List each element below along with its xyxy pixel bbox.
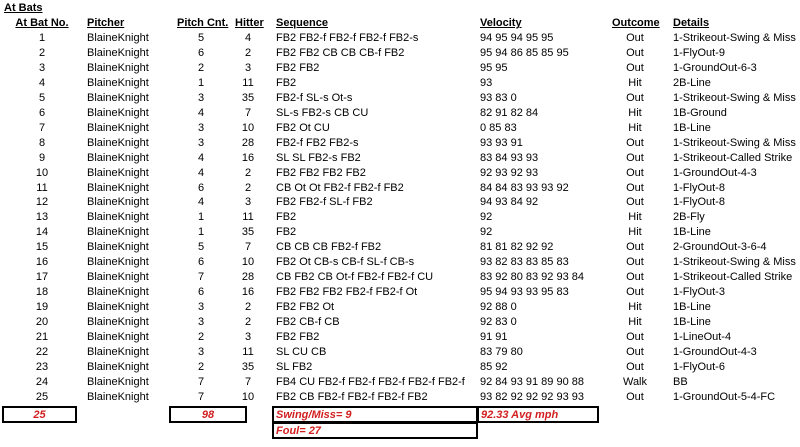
table-row <box>0 330 800 344</box>
cell-details: 1B-Line <box>673 121 711 134</box>
cell-outcome: Out <box>626 345 644 358</box>
cell-velocity: 93 83 0 <box>480 91 517 104</box>
cell-velocity: 93 93 91 <box>480 136 523 149</box>
cell-pitch-cnt: 6 <box>197 181 205 194</box>
cell-outcome: Out <box>626 196 644 209</box>
cell-hitter: 7 <box>244 375 252 388</box>
cell-velocity: 83 79 80 <box>480 345 523 358</box>
cell-details: 1-Strikeout-Called Strike <box>673 151 793 164</box>
cell-velocity: 94 95 94 95 95 <box>480 32 554 44</box>
cell-velocity: 92 <box>480 211 493 224</box>
cell-sequence: FB2 FB2-f SL-f FB2 <box>276 196 373 209</box>
cell-pitcher: BlaineKnight <box>87 151 149 164</box>
cell-at-bat-no: 9 <box>38 151 46 164</box>
cell-details: 2B-Fly <box>673 211 705 224</box>
cell-sequence: FB4 CU FB2-f FB2-f FB2-f FB2-f FB2-f <box>276 375 465 388</box>
cell-pitcher: BlaineKnight <box>87 271 149 284</box>
header-hitter: Hitter <box>235 17 264 29</box>
total-at-bats: 25 <box>33 409 46 421</box>
cell-details: 1-GroundOut-6-3 <box>673 61 757 74</box>
cell-sequence: FB2 <box>276 76 297 89</box>
cell-sequence: SL FB2 <box>276 360 313 373</box>
cell-sequence: FB2 FB2 CB CB CB-f FB2 <box>276 46 405 59</box>
table-row <box>0 136 800 150</box>
cell-pitch-cnt: 2 <box>197 61 205 74</box>
table-row <box>0 76 800 90</box>
cell-velocity: 85 92 <box>480 360 508 373</box>
cell-pitch-cnt: 5 <box>197 32 205 44</box>
cell-pitcher: BlaineKnight <box>87 256 149 269</box>
cell-sequence: FB2 FB2 Ot <box>276 301 335 314</box>
cell-details: 1-Strikeout-Swing & Miss <box>673 32 796 44</box>
cell-outcome: Out <box>626 331 644 343</box>
cell-velocity: 83 84 93 93 <box>480 151 539 164</box>
cell-velocity: 81 81 82 92 92 <box>480 241 554 254</box>
cell-at-bat-no: 10 <box>35 166 49 179</box>
cell-at-bat-no: 2 <box>38 46 46 59</box>
cell-details: 1-FlyOut-8 <box>673 181 725 194</box>
cell-outcome: Hit <box>628 301 642 314</box>
cell-at-bat-no: 23 <box>35 360 49 373</box>
swing-miss-total: Swing/Miss= 9 <box>276 409 352 421</box>
table-row <box>0 166 800 180</box>
cell-sequence: FB2 Ot CB-s CB-f SL-f CB-s <box>276 256 415 269</box>
cell-pitcher: BlaineKnight <box>87 331 149 343</box>
table-row <box>0 300 800 314</box>
cell-at-bat-no: 12 <box>35 196 49 209</box>
table-row <box>0 181 800 195</box>
cell-velocity: 83 92 80 83 92 93 84 <box>480 271 584 284</box>
cell-hitter: 35 <box>241 91 255 104</box>
cell-pitch-cnt: 5 <box>197 241 205 254</box>
cell-pitch-cnt: 1 <box>197 76 205 89</box>
cell-sequence: FB2 FB2 <box>276 331 320 343</box>
cell-hitter: 11 <box>242 345 254 358</box>
cell-details: 1B-Ground <box>673 106 727 119</box>
cell-sequence: FB2 <box>276 211 297 224</box>
cell-pitch-cnt: 4 <box>197 106 205 119</box>
cell-pitcher: BlaineKnight <box>87 196 149 209</box>
cell-details: 1-Strikeout-Swing & Miss <box>673 136 796 149</box>
cell-hitter: 11 <box>242 211 254 224</box>
cell-hitter: 10 <box>241 256 255 269</box>
header-at-bat-no: At Bat No. <box>15 17 69 29</box>
cell-pitcher: BlaineKnight <box>87 241 149 254</box>
cell-hitter: 3 <box>244 61 252 74</box>
cell-outcome: Out <box>626 46 644 59</box>
cell-velocity: 84 84 83 93 93 92 <box>480 181 569 194</box>
table-row <box>0 106 800 120</box>
cell-details: 1-Strikeout-Swing & Miss <box>673 256 796 269</box>
table-row <box>0 285 800 299</box>
cell-velocity: 92 93 92 93 <box>480 166 539 179</box>
header-pitcher: Pitcher <box>87 17 125 29</box>
cell-pitcher: BlaineKnight <box>87 286 149 299</box>
cell-hitter: 4 <box>244 32 252 44</box>
cell-pitch-cnt: 7 <box>197 390 205 403</box>
cell-at-bat-no: 3 <box>38 61 46 74</box>
cell-sequence: CB CB CB FB2-f FB2 <box>276 241 382 254</box>
cell-hitter: 16 <box>241 286 255 299</box>
cell-velocity: 95 94 86 85 85 95 <box>480 46 569 59</box>
cell-hitter: 2 <box>244 301 252 314</box>
cell-at-bat-no: 6 <box>38 106 46 119</box>
cell-pitcher: BlaineKnight <box>87 301 149 314</box>
cell-details: 1B-Line <box>673 301 711 314</box>
cell-hitter: 2 <box>244 181 252 194</box>
header-pitch-cnt: Pitch Cnt. <box>177 17 229 29</box>
cell-details: 1-FlyOut-3 <box>673 286 725 299</box>
cell-hitter: 28 <box>241 271 255 284</box>
cell-details: BB <box>673 375 688 388</box>
cell-hitter: 10 <box>241 121 255 134</box>
table-row <box>0 225 800 239</box>
cell-velocity: 92 88 0 <box>480 301 517 314</box>
cell-hitter: 35 <box>241 226 255 239</box>
cell-outcome: Hit <box>628 226 642 239</box>
cell-sequence: SL-s FB2-s CB CU <box>276 106 369 119</box>
cell-details: 1-LineOut-4 <box>673 331 732 343</box>
cell-velocity: 92 84 93 91 89 90 88 <box>480 375 584 388</box>
cell-outcome: Hit <box>628 211 642 224</box>
cell-at-bat-no: 16 <box>35 256 49 269</box>
header-velocity: Velocity <box>480 17 522 29</box>
cell-pitch-cnt: 4 <box>197 196 205 209</box>
cell-pitch-cnt: 7 <box>197 271 205 284</box>
cell-at-bat-no: 24 <box>35 375 49 388</box>
cell-at-bat-no: 5 <box>38 91 46 104</box>
cell-at-bat-no: 14 <box>35 226 49 239</box>
table-row <box>0 315 800 329</box>
cell-pitch-cnt: 3 <box>197 136 205 149</box>
sheet-title: At Bats <box>4 2 43 14</box>
cell-pitch-cnt: 6 <box>197 286 205 299</box>
cell-pitch-cnt: 7 <box>197 375 205 388</box>
cell-outcome: Out <box>626 256 644 269</box>
cell-details: 1B-Line <box>673 316 711 329</box>
cell-at-bat-no: 11 <box>36 181 48 194</box>
cell-details: 2-GroundOut-3-6-4 <box>673 241 767 254</box>
cell-hitter: 3 <box>244 196 252 209</box>
cell-pitch-cnt: 2 <box>197 331 205 343</box>
cell-details: 1-GroundOut-4-3 <box>673 345 757 358</box>
cell-hitter: 10 <box>241 390 255 403</box>
cell-sequence: FB2 CB-f CB <box>276 316 340 329</box>
cell-pitch-cnt: 3 <box>197 121 205 134</box>
cell-details: 1-Strikeout-Called Strike <box>673 271 793 284</box>
cell-outcome: Hit <box>628 106 642 119</box>
cell-pitch-cnt: 1 <box>197 226 205 239</box>
cell-outcome: Out <box>626 151 644 164</box>
cell-velocity: 93 <box>480 76 493 89</box>
cell-outcome: Out <box>626 136 644 149</box>
cell-sequence: FB2 Ot CU <box>276 121 330 134</box>
header-sequence: Sequence <box>276 17 328 29</box>
cell-outcome: Hit <box>628 316 642 329</box>
cell-hitter: 2 <box>244 316 252 329</box>
cell-pitcher: BlaineKnight <box>87 316 149 329</box>
table-row <box>0 345 800 359</box>
cell-at-bat-no: 4 <box>38 76 46 89</box>
total-pitch-count: 98 <box>201 409 215 421</box>
cell-pitcher: BlaineKnight <box>87 166 149 179</box>
cell-sequence: FB2 FB2-f FB2-f FB2-f FB2-s <box>276 32 419 44</box>
table-row <box>0 255 800 269</box>
cell-at-bat-no: 18 <box>35 286 49 299</box>
cell-outcome: Out <box>626 32 644 44</box>
table-row <box>0 91 800 105</box>
cell-pitcher: BlaineKnight <box>87 226 149 239</box>
cell-outcome: Out <box>626 271 644 284</box>
cell-outcome: Out <box>626 91 644 104</box>
cell-hitter: 7 <box>244 241 252 254</box>
cell-sequence: CB FB2 CB Ot-f FB2-f FB2-f CU <box>276 271 434 284</box>
cell-outcome: Hit <box>628 121 642 134</box>
cell-pitch-cnt: 6 <box>197 256 205 269</box>
cell-at-bat-no: 7 <box>38 121 46 134</box>
cell-details: 1-FlyOut-6 <box>673 360 725 373</box>
cell-pitcher: BlaineKnight <box>87 181 149 194</box>
cell-sequence: FB2 <box>276 226 297 239</box>
cell-at-bat-no: 19 <box>35 301 49 314</box>
cell-pitcher: BlaineKnight <box>87 375 149 388</box>
cell-at-bat-no: 22 <box>35 345 49 358</box>
header-details: Details <box>673 17 710 29</box>
cell-at-bat-no: 15 <box>35 241 49 254</box>
table-row <box>0 360 800 374</box>
cell-pitch-cnt: 3 <box>197 345 205 358</box>
cell-details: 1-GroundOut-5-4-FC <box>673 390 776 403</box>
cell-pitch-cnt: 4 <box>197 151 205 164</box>
cell-outcome: Out <box>626 390 644 403</box>
cell-hitter: 2 <box>244 46 252 59</box>
cell-pitcher: BlaineKnight <box>87 76 149 89</box>
cell-velocity: 92 <box>480 226 493 239</box>
table-row <box>0 375 800 389</box>
cell-pitcher: BlaineKnight <box>87 32 149 44</box>
cell-velocity: 93 82 83 83 85 83 <box>480 256 569 269</box>
cell-pitcher: BlaineKnight <box>87 390 149 403</box>
cell-pitcher: BlaineKnight <box>87 46 149 59</box>
table-row <box>0 121 800 135</box>
cell-sequence: FB2 CB FB2-f FB2-f FB2-f FB2 <box>276 390 428 403</box>
table-row <box>0 210 800 224</box>
cell-hitter: 2 <box>244 166 252 179</box>
cell-at-bat-no: 25 <box>35 390 49 403</box>
cell-hitter: 7 <box>244 106 252 119</box>
cell-velocity: 95 95 <box>480 61 508 74</box>
cell-pitcher: BlaineKnight <box>87 360 149 373</box>
cell-pitcher: BlaineKnight <box>87 61 149 74</box>
cell-hitter: 28 <box>241 136 255 149</box>
cell-sequence: SL CU CB <box>276 345 327 358</box>
cell-velocity: 91 91 <box>480 331 508 343</box>
cell-velocity: 0 85 83 <box>480 121 517 134</box>
avg-velocity: 92.33 Avg mph <box>481 409 559 421</box>
cell-pitcher: BlaineKnight <box>87 211 149 224</box>
cell-outcome: Out <box>626 286 644 299</box>
table-row <box>0 46 800 60</box>
cell-velocity: 95 94 93 93 95 83 <box>480 286 569 299</box>
table-row <box>0 270 800 284</box>
cell-pitcher: BlaineKnight <box>87 91 149 104</box>
cell-details: 1-FlyOut-8 <box>673 196 725 209</box>
cell-sequence: FB2-f SL-s Ot-s <box>276 91 353 104</box>
cell-pitch-cnt: 1 <box>197 211 205 224</box>
cell-at-bat-no: 13 <box>35 211 49 224</box>
cell-pitch-cnt: 4 <box>197 166 205 179</box>
cell-outcome: Walk <box>622 375 648 388</box>
table-row <box>0 61 800 75</box>
cell-at-bat-no: 1 <box>38 32 46 44</box>
table-row <box>0 195 800 209</box>
cell-pitcher: BlaineKnight <box>87 121 149 134</box>
table-row <box>0 151 800 165</box>
table-row <box>0 240 800 254</box>
cell-pitch-cnt: 3 <box>197 301 205 314</box>
cell-details: 1-GroundOut-4-3 <box>673 166 757 179</box>
cell-hitter: 16 <box>241 151 255 164</box>
cell-pitch-cnt: 3 <box>197 316 205 329</box>
cell-details: 2B-Line <box>673 76 711 89</box>
cell-hitter: 11 <box>242 76 254 89</box>
cell-outcome: Hit <box>628 76 642 89</box>
cell-sequence: SL SL FB2-s FB2 <box>276 151 361 164</box>
cell-pitcher: BlaineKnight <box>87 136 149 149</box>
cell-sequence: CB Ot Ot FB2-f FB2-f FB2 <box>276 181 404 194</box>
cell-at-bat-no: 21 <box>35 331 49 343</box>
cell-sequence: FB2 FB2 FB2 FB2 <box>276 166 366 179</box>
cell-pitch-cnt: 2 <box>197 360 205 373</box>
cell-pitcher: BlaineKnight <box>87 106 149 119</box>
cell-velocity: 94 93 84 92 <box>480 196 539 209</box>
cell-velocity: 93 82 92 92 92 93 93 <box>480 390 584 403</box>
cell-pitcher: BlaineKnight <box>87 345 149 358</box>
cell-details: 1-Strikeout-Swing & Miss <box>673 91 796 104</box>
cell-outcome: Out <box>626 241 644 254</box>
foul-total: Foul= 27 <box>276 425 321 437</box>
header-outcome: Outcome <box>612 17 660 29</box>
table-row <box>0 31 800 45</box>
cell-sequence: FB2 FB2 <box>276 61 320 74</box>
table-row <box>0 390 800 404</box>
cell-outcome: Out <box>626 181 644 194</box>
cell-outcome: Out <box>626 166 644 179</box>
cell-pitch-cnt: 6 <box>197 46 205 59</box>
cell-details: 1B-Line <box>673 226 711 239</box>
cell-at-bat-no: 20 <box>35 316 49 329</box>
cell-at-bat-no: 8 <box>38 136 46 149</box>
cell-sequence: FB2-f FB2 FB2-s <box>276 136 359 149</box>
cell-outcome: Out <box>626 360 644 373</box>
cell-hitter: 35 <box>241 360 255 373</box>
cell-velocity: 82 91 82 84 <box>480 106 539 119</box>
cell-details: 1-FlyOut-9 <box>673 46 725 59</box>
cell-sequence: FB2 FB2 FB2 FB2-f FB2-f Ot <box>276 286 418 299</box>
cell-hitter: 3 <box>244 331 252 343</box>
cell-outcome: Out <box>626 61 644 74</box>
cell-pitch-cnt: 3 <box>197 91 205 104</box>
cell-velocity: 92 83 0 <box>480 316 517 329</box>
cell-at-bat-no: 17 <box>35 271 49 284</box>
